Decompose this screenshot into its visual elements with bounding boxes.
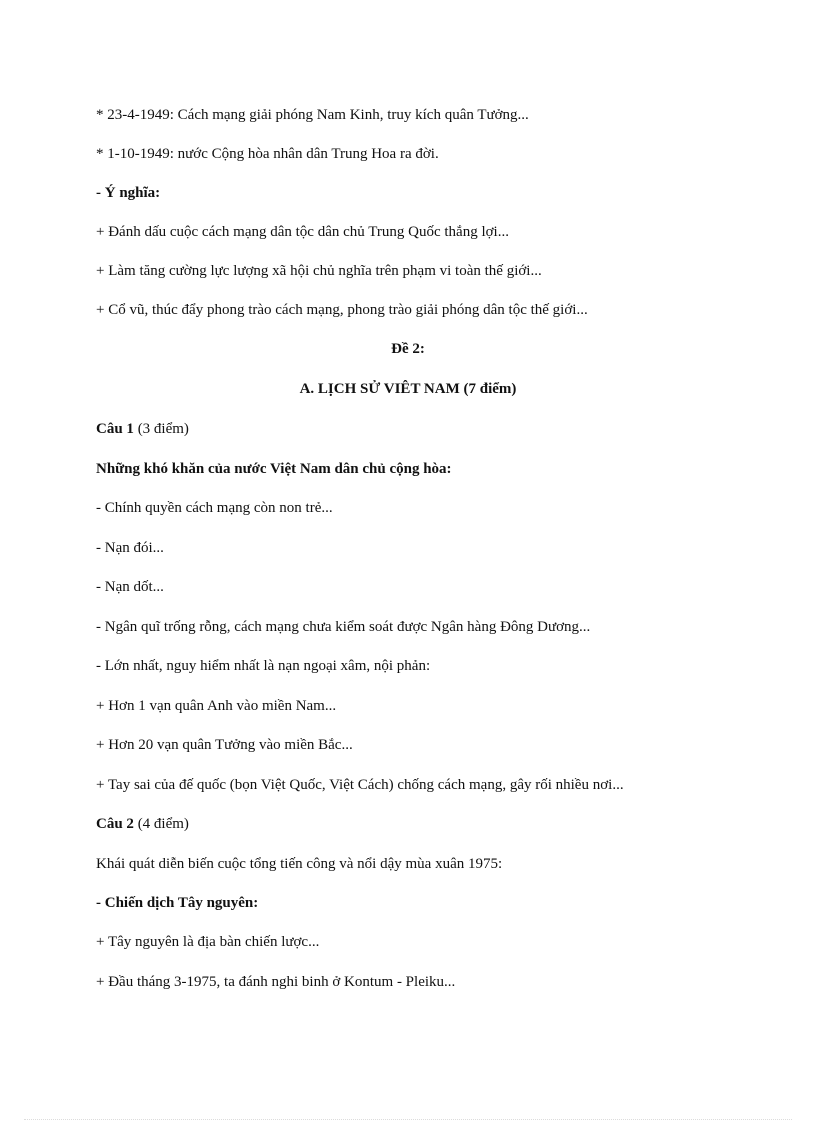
bullet-difficulty-3: - Nạn dốt...	[96, 579, 164, 595]
bullet-significance-1: + Đánh dấu cuộc cách mạng dân tộc dân chủ Trung Quốc thắng lợi...	[96, 224, 509, 240]
question-2-label: Câu 2	[96, 816, 134, 832]
question-2-prompt: Khái quát diễn biến cuộc tổng tiến công và nổi dậy mùa xuân 1975:	[96, 856, 503, 872]
difficulties-heading: Những khó khăn của nước Việt Nam dân chủ cộng hòa:	[96, 461, 452, 477]
section-heading: A. LỊCH SỬ VIÊT NAM (7 điểm)	[299, 381, 517, 397]
bullet-difficulty-1: - Chính quyền cách mạng còn non trẻ...	[96, 500, 333, 516]
bullet-invasion-2: + Hơn 20 vạn quân Tưởng vào miền Bắc...	[96, 737, 353, 753]
bullet-tay-nguyen-2: + Đầu tháng 3-1975, ta đánh nghi binh ở Kontum - Pleiku...	[96, 974, 456, 990]
bullet-tay-nguyen-1: + Tây nguyên là địa bàn chiến lược...	[96, 934, 320, 950]
page-bottom-divider	[24, 1119, 792, 1120]
question-2-points: (4 điểm)	[133, 816, 189, 832]
heading-tay-nguyen: - Chiến dịch Tây nguyên:	[96, 895, 259, 911]
bullet-difficulty-4: - Ngân quĩ trống rỗng, cách mạng chưa kiểm soát được Ngân hàng Đông Dương...	[96, 619, 591, 635]
question-1-label: Câu 1	[96, 421, 134, 437]
paragraph-event-1949-nanjing: * 23-4-1949: Cách mạng giải phóng Nam Kinh, truy kích quân Tưởng...	[96, 107, 529, 123]
heading-significance: - Ý nghĩa:	[96, 185, 161, 201]
question-2-heading	[96, 815, 189, 833]
bullet-significance-2: + Làm tăng cường lực lượng xã hội chủ nghĩa trên phạm vi toàn thế giới...	[96, 263, 542, 279]
question-1-heading	[96, 420, 189, 438]
question-1-points: (3 điểm)	[133, 421, 189, 437]
bullet-significance-3: + Cổ vũ, thúc đẩy phong trào cách mạng, phong trào giải phóng dân tộc thế giới...	[96, 302, 588, 318]
bullet-invasion-1: + Hơn 1 vạn quân Anh vào miền Nam...	[96, 698, 337, 714]
exam-title: Đề 2:	[391, 341, 425, 357]
bullet-difficulty-5: - Lớn nhất, nguy hiểm nhất là nạn ngoại xâm, nội phản:	[96, 658, 431, 674]
paragraph-event-1949-prc: * 1-10-1949: nước Cộng hòa nhân dân Trung Hoa ra đời.	[96, 146, 439, 162]
bullet-difficulty-2: - Nạn đói...	[96, 540, 164, 556]
bullet-invasion-3: + Tay sai của đế quốc (bọn Việt Quốc, Việt Cách) chống cách mạng, gây rối nhiều nơi...	[96, 777, 624, 793]
